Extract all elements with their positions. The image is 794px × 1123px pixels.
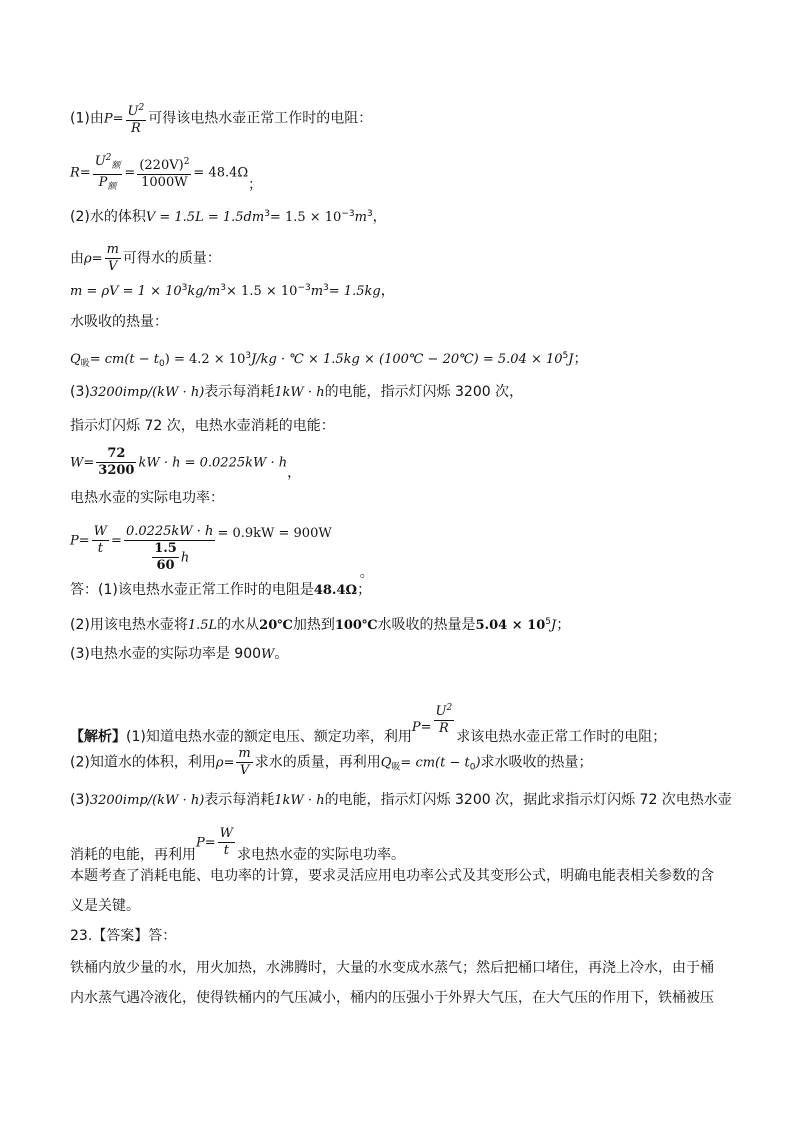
analysis-line-1	[70, 700, 667, 745]
math-symbol: =	[79, 165, 91, 181]
exponent: 3	[323, 283, 329, 293]
solution-line-1	[70, 100, 372, 137]
exponent: 2	[138, 103, 145, 113]
math-symbol: W	[261, 647, 275, 662]
fraction-num: m	[238, 746, 251, 761]
solution-line-9: 指示灯闪烁 72 次，电热水壶消耗的电能：	[70, 418, 335, 434]
solution-line-2	[70, 150, 262, 195]
fraction	[218, 826, 235, 859]
fraction	[126, 100, 147, 137]
math-value: × 1.5 × 10	[226, 284, 298, 299]
solution-line-8	[70, 382, 523, 403]
text: (3)电热水壶的实际功率是 900	[70, 646, 262, 662]
solution-line-7	[70, 346, 588, 374]
text: (1)知道电热水壶的额定电压、额定功率，利用	[126, 728, 412, 745]
fraction	[152, 541, 179, 574]
math-symbol: J	[550, 618, 557, 633]
text: 。	[359, 564, 374, 581]
fraction-den: 3200	[98, 463, 135, 478]
fraction-den: V	[108, 259, 118, 274]
math-value: 48.4Ω	[313, 583, 358, 598]
text: 可得水的质量：	[122, 250, 221, 267]
solution-line-4	[70, 242, 221, 275]
exponent: 3	[366, 209, 373, 219]
fraction-num	[137, 154, 191, 175]
subscript: 0	[469, 762, 476, 773]
answer-line-1	[70, 580, 371, 601]
math-symbol: =	[91, 251, 103, 267]
text: 求电热水壶的实际电功率。	[237, 846, 406, 863]
math-value: = 48.4Ω	[193, 165, 249, 181]
analysis-line-4	[70, 826, 406, 863]
subscript: 吸	[80, 359, 90, 369]
exponent: 3	[220, 283, 227, 293]
math-value: 1kW · h	[274, 385, 325, 400]
fraction-num: 1.5	[154, 541, 177, 556]
math-value: m = ρV = 1 × 10	[70, 284, 182, 299]
text: 水吸收的热量是	[377, 617, 476, 633]
text: 求水吸收的热量；	[480, 754, 593, 771]
math-symbol: U	[435, 704, 447, 719]
text: 答：(1)该电热水壶正常工作时的电阻是	[70, 582, 314, 598]
fraction-den: t	[223, 843, 229, 858]
text: 表示每消耗	[204, 792, 275, 808]
math-value: 1kW · h	[274, 793, 325, 808]
math-symbol: =	[223, 755, 235, 771]
math-symbol: h	[180, 550, 190, 566]
solution-line-11: 电热水壶的实际电功率：	[70, 490, 224, 506]
analysis-line-5: 本题考查了消耗电能、电功率的计算，要求灵活应用电功率公式及其变形公式，明确电能表相关参数的含	[70, 868, 714, 884]
exponent: 3	[181, 283, 188, 293]
math-value: kW · h = 0.0225kW · h	[138, 455, 288, 471]
fraction	[137, 154, 191, 191]
fraction-num: m	[106, 242, 119, 257]
question-23-heading: 23.【答案】答：	[70, 928, 177, 944]
text: 由	[70, 250, 84, 267]
math-value: = 0.9kW = 900W	[217, 526, 332, 541]
math-symbol: Q	[380, 755, 392, 771]
math-value: 5.04 × 10	[475, 618, 546, 633]
math-symbol: U	[94, 154, 106, 169]
solution-line-6: 水吸收的热量：	[70, 314, 168, 330]
fraction	[96, 446, 136, 479]
math-value: 100℃	[334, 618, 378, 633]
solution-line-3	[70, 204, 387, 228]
math-value: = cm(t − t	[89, 352, 159, 367]
math-symbol: =	[112, 111, 124, 127]
exponent: 3	[264, 209, 270, 219]
text: ，	[372, 209, 387, 225]
fraction-den	[124, 541, 216, 574]
math-value: J/kg · ℃ × 1.5kg × (100℃ − 20℃) = 5.04 × 10	[251, 352, 563, 367]
solution-line-12	[70, 524, 374, 581]
math-symbol: P	[196, 835, 205, 851]
text: (2)知道水的体积，利用	[70, 754, 216, 771]
question-23-line-1: 铁桶内放少量的水，用火加热，水沸腾时，大量的水变成水蒸气；然后把桶口堵住，再浇上冷水，由于桶	[70, 960, 714, 976]
math-value: 3200imp/(kW · h)	[89, 385, 205, 400]
fraction-num	[434, 700, 455, 721]
analysis-tag: 【解析】	[70, 728, 126, 745]
fraction-num: W	[219, 826, 234, 841]
text: 表示每消耗	[204, 384, 275, 400]
fraction-den	[93, 175, 123, 195]
text: 消耗的电能，再利用	[70, 846, 196, 863]
math-symbol: P	[98, 175, 108, 190]
text: ；	[556, 617, 571, 633]
analysis-line-6: 义是关键。	[70, 898, 140, 914]
fraction-den: 60	[156, 558, 175, 573]
exponent: 2	[183, 157, 190, 167]
text: (2)用该电热水壶将	[70, 617, 188, 633]
math-value: V = 1.5L = 1.5dm	[145, 210, 265, 225]
math-symbol: =	[124, 165, 136, 181]
text: 的电能，指示灯闪烁 3200 次，据此求指示灯闪烁 72 次电热水壶	[324, 792, 732, 808]
math-symbol: P	[411, 719, 421, 735]
fraction-den: 1000W	[141, 175, 188, 190]
math-value: 3200imp/(kW · h)	[89, 793, 205, 808]
fraction-num: 0.0225kW · h	[125, 524, 214, 539]
text: 的电能，指示灯闪烁 3200 次，	[324, 384, 524, 400]
fraction-num	[126, 100, 147, 121]
fraction	[236, 746, 252, 779]
question-23-line-2: 内水蒸气遇冷液化，使得铁桶内的气压减小，桶内的压强小于外界大气压，在大气压的作用下，铁桶被压	[70, 990, 714, 1006]
math-symbol: =	[83, 455, 95, 471]
math-symbol: =	[78, 533, 90, 549]
fraction	[105, 242, 121, 275]
math-symbol: =	[420, 719, 432, 735]
math-symbol: U	[127, 104, 139, 119]
math-value: ) = 4.2 × 10	[164, 352, 246, 367]
math-symbol: Q	[70, 352, 81, 367]
text: (3)	[70, 792, 90, 808]
math-value: 1.5L	[187, 618, 218, 633]
math-symbol: R	[70, 165, 80, 181]
exponent: −3	[341, 209, 355, 219]
math-symbol: ρ	[215, 755, 224, 771]
fraction	[92, 524, 109, 557]
fraction-den: t	[97, 541, 103, 556]
fraction-den: R	[130, 121, 141, 136]
math-value: = cm(t − t	[400, 755, 470, 771]
fraction-num: W	[93, 524, 108, 539]
subscript: 额	[111, 161, 121, 171]
math-symbol: ρ	[84, 251, 92, 267]
fraction-num: 72	[96, 446, 136, 463]
math-value: m	[354, 210, 367, 225]
solution-line-10	[70, 446, 301, 479]
fraction	[93, 150, 123, 195]
fraction	[124, 524, 216, 574]
text: 的水从	[217, 617, 260, 633]
text: 求该电热水壶正常工作时的电阻；	[456, 728, 667, 745]
exponent: 2	[105, 153, 112, 163]
math-value: kg/m	[187, 284, 221, 299]
math-symbol: W	[70, 455, 84, 471]
exponent: 5	[562, 351, 569, 361]
math-value: = 1.5 × 10	[269, 210, 342, 225]
exponent: 2	[446, 703, 453, 713]
math-symbol: =	[111, 533, 122, 549]
exponent: 3	[245, 351, 252, 361]
text: ；	[573, 351, 588, 367]
exponent: −3	[297, 283, 311, 293]
analysis-line-3	[70, 790, 732, 811]
math-value: = 1.5kg	[328, 284, 381, 299]
text: ，	[287, 464, 302, 481]
fraction	[434, 700, 455, 737]
subscript: 0	[159, 359, 165, 369]
answer-line-3	[70, 644, 288, 665]
math-symbol: P	[103, 111, 113, 127]
subscript: 吸	[391, 762, 401, 773]
math-value: 20℃	[259, 618, 293, 633]
exponent: 5	[545, 617, 551, 627]
text: (3)	[70, 384, 90, 400]
text: (1)由	[70, 110, 104, 127]
text: 加热到	[292, 617, 335, 633]
math-value: )	[475, 755, 481, 771]
subscript: 额	[107, 182, 117, 192]
math-value: (220V)	[139, 158, 184, 173]
text: ，	[380, 283, 395, 299]
math-value: m	[310, 284, 324, 299]
fraction-num	[93, 150, 123, 175]
text: 可得该电热水壶正常工作时的电阻：	[148, 110, 373, 127]
fraction-den: V	[239, 763, 250, 778]
text: 。	[274, 646, 289, 662]
fraction-den: R	[438, 721, 449, 736]
text: (2)水的体积	[70, 209, 146, 225]
math-symbol: J	[568, 352, 574, 367]
text: ；	[357, 582, 372, 598]
answer-line-2	[70, 612, 570, 636]
analysis-line-2	[70, 746, 593, 779]
solution-line-5	[70, 278, 395, 302]
math-symbol: =	[204, 835, 216, 851]
text: ；	[248, 176, 263, 193]
math-symbol: P	[70, 533, 79, 549]
text: 求水的质量，再利用	[254, 754, 381, 771]
